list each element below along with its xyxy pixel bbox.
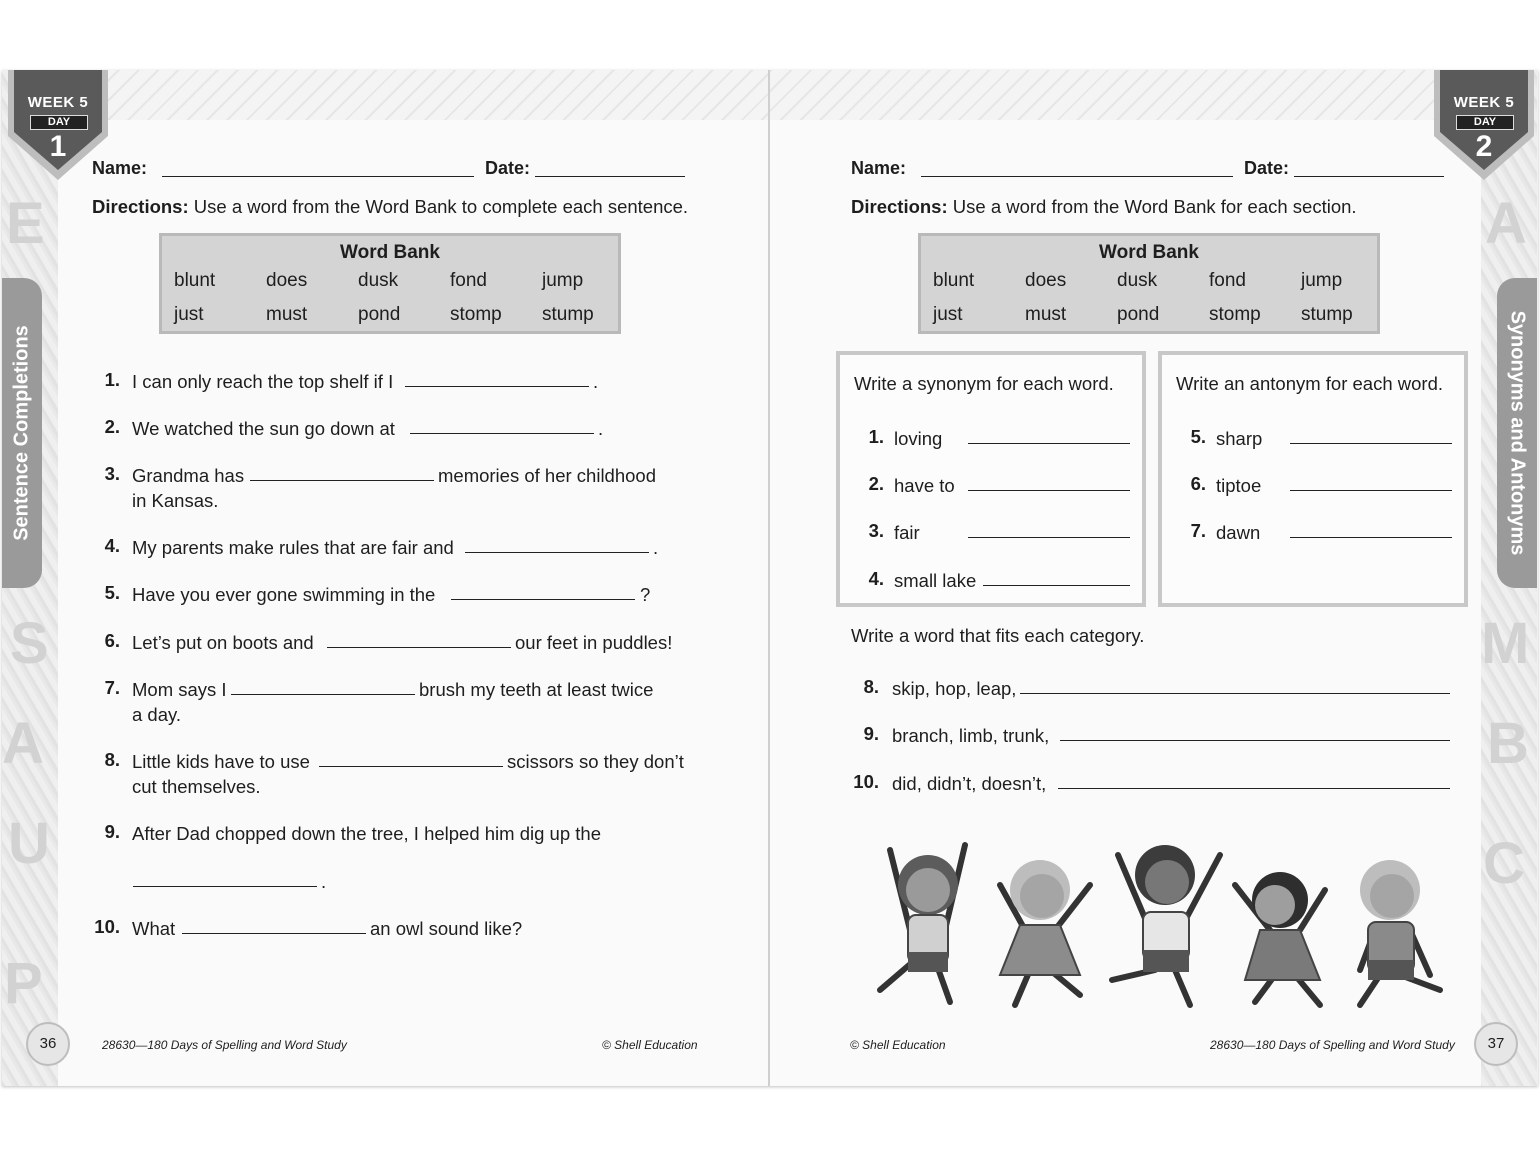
question-text-line2: a day.: [132, 704, 182, 725]
day-number: 1: [49, 130, 67, 163]
antonym-box: [1158, 351, 1468, 607]
answer-blank[interactable]: [319, 766, 503, 767]
answer-blank[interactable]: [968, 537, 1130, 538]
category-words: skip, hop, leap,: [892, 678, 1017, 699]
word-bank-word: pond: [358, 304, 401, 325]
question-text: My parents make rules that are fair and: [132, 537, 454, 558]
category-words: branch, limb, trunk,: [892, 725, 1050, 746]
question-number: 2.: [104, 416, 120, 437]
answer-blank[interactable]: [410, 433, 594, 434]
item-number: 5.: [1190, 426, 1206, 447]
item-number: 7.: [1190, 520, 1206, 541]
answer-blank[interactable]: [1290, 537, 1452, 538]
question-text: After Dad chopped down the tree, I helped him dig up the: [132, 823, 601, 844]
word-bank-word: just: [933, 304, 963, 325]
answer-blank[interactable]: [405, 386, 589, 387]
answer-blank[interactable]: [231, 694, 415, 695]
question-text-end: .: [653, 537, 659, 558]
question-number: 6.: [104, 630, 120, 651]
item-number: 1.: [868, 426, 884, 447]
answer-blank[interactable]: [1290, 443, 1452, 444]
question-text: I can only reach the top shelf if I: [132, 371, 394, 392]
answer-blank[interactable]: [182, 933, 366, 934]
word-bank-title: Word Bank: [340, 242, 440, 263]
question-text-end: .: [598, 418, 604, 439]
word-bank-word: fond: [1209, 270, 1246, 291]
word-bank-word: dusk: [1117, 270, 1158, 291]
side-tab-label: Synonyms and Antonyms: [1506, 310, 1529, 556]
question-text-end: brush my teeth at least twice: [419, 679, 654, 700]
item-word: have to: [894, 475, 955, 496]
item-number: 6.: [1190, 473, 1206, 494]
question-text-end: .: [321, 871, 327, 892]
question-text-line2: cut themselves.: [132, 776, 261, 797]
question-text-end: an owl sound like?: [370, 918, 523, 939]
question-number: 7.: [104, 677, 120, 698]
name-field[interactable]: [921, 176, 1233, 177]
week-label: WEEK 5: [27, 94, 89, 111]
decorative-letter-border: A M B C: [1479, 70, 1537, 1086]
question-text: Have you ever gone swimming in the: [132, 584, 436, 605]
directions-label: Directions:: [92, 196, 189, 217]
word-bank-word: stump: [542, 304, 594, 325]
side-tab-sentence-completions: [2, 278, 42, 588]
question-text-line2: in Kansas.: [132, 490, 219, 511]
item-number: 10.: [853, 771, 879, 792]
question-number: 3.: [104, 463, 120, 484]
item-word: dawn: [1216, 522, 1261, 543]
directions: [851, 196, 1357, 218]
footer-title: 28630—180 Days of Spelling and Word Study: [102, 1038, 347, 1052]
week-day-badge: [1432, 70, 1536, 182]
directions-text: Use a word from the Word Bank to complete each sentence.: [188, 196, 689, 217]
day-label: DAY: [30, 115, 88, 130]
name-label: Name:: [851, 158, 907, 178]
answer-blank[interactable]: [465, 552, 649, 553]
question-number: 9.: [104, 821, 120, 842]
word-bank-word: pond: [1117, 304, 1160, 325]
word-bank-word: just: [174, 304, 204, 325]
item-number: 3.: [868, 520, 884, 541]
word-bank-word: stomp: [450, 304, 502, 325]
day-number: 2: [1475, 130, 1493, 163]
category-heading: Write a word that fits each category.: [851, 625, 1145, 646]
footer-copyright: © Shell Education: [602, 1038, 698, 1052]
word-bank-word: fond: [450, 270, 487, 291]
page-number: 37: [1474, 1022, 1518, 1066]
question-text: What: [132, 918, 176, 939]
question-number: 8.: [104, 749, 120, 770]
side-tab-synonyms-antonyms: [1497, 278, 1537, 588]
book-spread: [2, 70, 1538, 1086]
question-text-end: .: [593, 371, 599, 392]
answer-blank[interactable]: [983, 585, 1130, 586]
date-label: Date:: [1244, 158, 1290, 178]
answer-blank[interactable]: [451, 599, 635, 600]
answer-blank[interactable]: [1058, 788, 1450, 789]
name-field[interactable]: [162, 176, 474, 177]
question-number: 1.: [104, 369, 120, 390]
question-text-end: scissors so they don’t: [507, 751, 684, 772]
word-bank-word: stump: [1301, 304, 1353, 325]
synonym-heading: Write a synonym for each word.: [854, 373, 1114, 394]
week-label: WEEK 5: [1453, 94, 1515, 111]
question-text: Let’s put on boots and: [132, 632, 314, 653]
question-number: 10.: [94, 916, 120, 937]
word-bank-word: jump: [542, 270, 584, 291]
item-word: tiptoe: [1216, 475, 1262, 496]
word-bank-word: stomp: [1209, 304, 1261, 325]
item-number: 9.: [863, 723, 879, 744]
question-number: 5.: [104, 582, 120, 603]
question-text: Grandma has: [132, 465, 245, 486]
answer-blank[interactable]: [1020, 693, 1450, 694]
directions: [92, 196, 688, 218]
synonym-box: [836, 351, 1146, 607]
answer-blank[interactable]: [1290, 490, 1452, 491]
antonym-heading: Write an antonym for each word.: [1176, 373, 1444, 394]
answer-blank[interactable]: [327, 647, 511, 648]
word-bank-word: must: [266, 304, 308, 325]
question-text: Mom says I: [132, 679, 227, 700]
footer-title: 28630—180 Days of Spelling and Word Study: [1210, 1038, 1455, 1052]
item-number: 4.: [868, 568, 884, 589]
word-bank-word: does: [266, 270, 308, 291]
answer-blank[interactable]: [1060, 740, 1450, 741]
left-page: [2, 70, 769, 1086]
item-word: sharp: [1216, 428, 1263, 449]
word-bank: [918, 233, 1380, 334]
day-label: DAY: [1456, 115, 1514, 130]
item-word: small lake: [894, 570, 977, 591]
dancing-kids-illustration: [850, 830, 1450, 1010]
question-text-end: our feet in puddles!: [515, 632, 673, 653]
word-bank-word: blunt: [174, 270, 216, 291]
word-bank-word: jump: [1301, 270, 1343, 291]
question-text-end: memories of her childhood: [438, 465, 656, 486]
side-tab-label: Sentence Completions: [10, 325, 33, 541]
answer-blank[interactable]: [968, 443, 1130, 444]
item-number: 2.: [868, 473, 884, 494]
footer-copyright: © Shell Education: [850, 1038, 946, 1052]
item-word: loving: [894, 428, 943, 449]
directions-text: Use a word from the Word Bank for each section.: [947, 196, 1357, 217]
item-number: 8.: [863, 676, 879, 697]
right-page: [770, 70, 1537, 1086]
decorative-letter-border: E S A U P: [2, 70, 60, 1086]
word-bank-title: Word Bank: [1099, 242, 1199, 263]
answer-blank[interactable]: [133, 886, 317, 887]
question-number: 4.: [104, 535, 120, 556]
date-field[interactable]: [1294, 176, 1444, 177]
header-band: [58, 70, 769, 120]
date-field[interactable]: [535, 176, 685, 177]
word-bank: [159, 233, 621, 334]
word-bank-word: must: [1025, 304, 1067, 325]
answer-blank[interactable]: [250, 480, 434, 481]
header-band: [770, 70, 1481, 120]
directions-label: Directions:: [851, 196, 948, 217]
item-word: fair: [894, 522, 920, 543]
word-bank-word: does: [1025, 270, 1067, 291]
question-text: We watched the sun go down at: [132, 418, 395, 439]
category-words: did, didn’t, doesn’t,: [892, 773, 1047, 794]
answer-blank[interactable]: [968, 490, 1130, 491]
word-bank-word: dusk: [358, 270, 399, 291]
question-text: Little kids have to use: [132, 751, 310, 772]
word-bank-word: blunt: [933, 270, 975, 291]
name-label: Name:: [92, 158, 148, 178]
question-text-end: ?: [640, 584, 651, 605]
page-number: 36: [26, 1022, 70, 1066]
date-label: Date:: [485, 158, 531, 178]
